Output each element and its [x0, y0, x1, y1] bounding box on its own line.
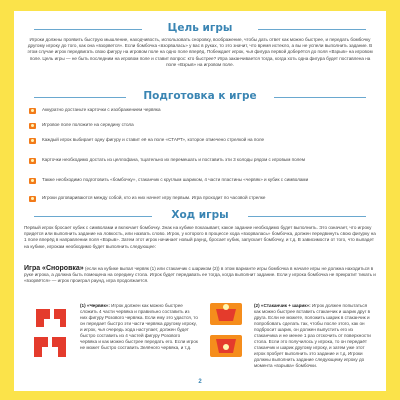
worm-card-text: Игрок должен как можно быстрее сложить 4 части червяка и правильно составить из них фигуру Розового червяка. Если ему это удастся, то он передает быстро эти части червяка другому игроку, и игрок, чья очередь хода наступает, должен будет быстро составить из 4 частей фигуру Розового червяка и как можно быстрее передать его. Если игрок не может быстро составить Зелёного червяка, и т.д. [80, 303, 198, 350]
goal-paragraph: Игроки должны проявить быструю мышление, находчивость, использовать сноровку, воображение, чтобы дать ответ как можно быстрее, и передать бомбочку другому игроку до того, как она «взорвется». Если бомбочка «взорвалась» у вас в руках, то это значит, что время истекло, а вы не успели выполнить задание. В этом случае игрок передвигать свою фигуру на игровом поле на одно поле вперёд. Побеждает игрок, чья фигура первой доберётся до поля «Взрыв» на игровом поле. Цель игры — не быть последним на игровом поле и ставит вопрос: кто быстрее? Игра заканчивается тогда, когда хоть одна фигура будет поставлена на поле «Взрыв» на игровом поле. [27, 37, 373, 67]
prep-item [42, 122, 342, 128]
card-bullet-icon [29, 158, 36, 164]
game-variant-text: (если на кубике выпал червяк (1) или стаканчик с шариком (2)) в этом варианте игры бомбочка в начале игры не должна находиться в руке игрока, а должна быть помещена на середину стола. Игрок будет передавать ее тогда, когда выполнит задание. Если у игрока бомбочка не прекратит тикать и «взорвётся» — игрок проиграл раунд, игра продолжается. [24, 266, 376, 284]
card-bullet-icon [29, 108, 36, 114]
prep-item-text: Также необходимо подготовить «бомбочку», стаканчик с круглым шариком, 4 части пластины «червяк» и кубик с символами [42, 177, 309, 182]
page-number: 2 [198, 379, 202, 385]
section-title-prep: Подготовка к игре [143, 90, 257, 102]
prep-item [42, 157, 342, 163]
prep-item-text: Игроки договариваются между собой, кто из них начнет игру первым. Игра проходит по часовой стрелке [42, 195, 266, 200]
prep-item [42, 107, 342, 113]
heading-divider-right [258, 29, 366, 30]
cup-ball-card [254, 303, 374, 369]
card-bullet-icon [29, 196, 36, 202]
prep-item-text: Карточки необходимо достать из целлофана, тщательно их перемешать и поставить эти 3 колоды рядом с игровым полем [42, 157, 305, 162]
play-paragraph: Первый игрок бросает кубик с символами и включает бомбочку. Знак на кубике показывает, какое задание необходимо будет выполнить. Это означает, что игроку придется или выполнить задание на ловкость, или назвать слово. Игрок, у которого в процессе хода «взорвалась» бомбочка, должен передвинуть свою фигурку на 1 поле вперёд в направлении поля «Взрыв». Затем этот игрок начинает новый раунд, бросает кубик, запускает бомбочку, и т.д. В зависимости от того, что выпадет на кубике, игрокам необходимо будет выполнить следующее: [24, 225, 376, 249]
worm-pieces-icon [28, 303, 74, 365]
cup-ball-card-text: Игрок должен попытаться как можно быстрее вставить стаканчик и шарик друг в друга. Если не можете, положить шарик в стаканчик и попробовать сделать так, чтобы после этого, как он подбросит шарик, он должен выпустить его из стаканчика и не менее 1 раз отскочить от поверхности стола. Если это получилось у игрока, то он передаёт стаканчик и шарик другому игроку, и затем уже этот игрок пробует выполнить это задание и т.д. Игроки должны выполнить задание следующему игроку до момента «взрыва» бомбочки. [254, 303, 371, 368]
card-bullet-icon [29, 178, 36, 184]
prep-item [42, 137, 342, 143]
prep-item-text: Каждый игрок выбирает одну фигуру и ставит её на поле «СТАРТ», которое отмечено стрелкой на поле [42, 137, 265, 142]
card-bullet-icon [29, 123, 36, 129]
cup-and-ball-icon [204, 301, 248, 365]
instruction-page [14, 11, 386, 391]
section-title-play: Ход игры [171, 209, 229, 221]
prep-item-text: Аккуратно достаньте карточки с изображением червяка [42, 107, 161, 112]
cup-ball-card-title: (2) «Стаканчик + шарик»: [254, 303, 311, 308]
heading-divider-right [248, 216, 366, 217]
game-variant-title: Игра «Сноровка» [24, 265, 84, 272]
game-variant-block [24, 266, 376, 285]
worm-card [80, 303, 198, 351]
section-title-goal: Цель игры [167, 22, 233, 34]
card-bullet-icon [29, 138, 36, 144]
worm-card-title: (1) «Червяк»: [80, 303, 110, 308]
prep-item-text: Игровое поле положите на середину стола [42, 122, 134, 127]
heading-divider-right [274, 97, 366, 98]
prep-item [42, 195, 342, 201]
prep-item [42, 177, 342, 183]
